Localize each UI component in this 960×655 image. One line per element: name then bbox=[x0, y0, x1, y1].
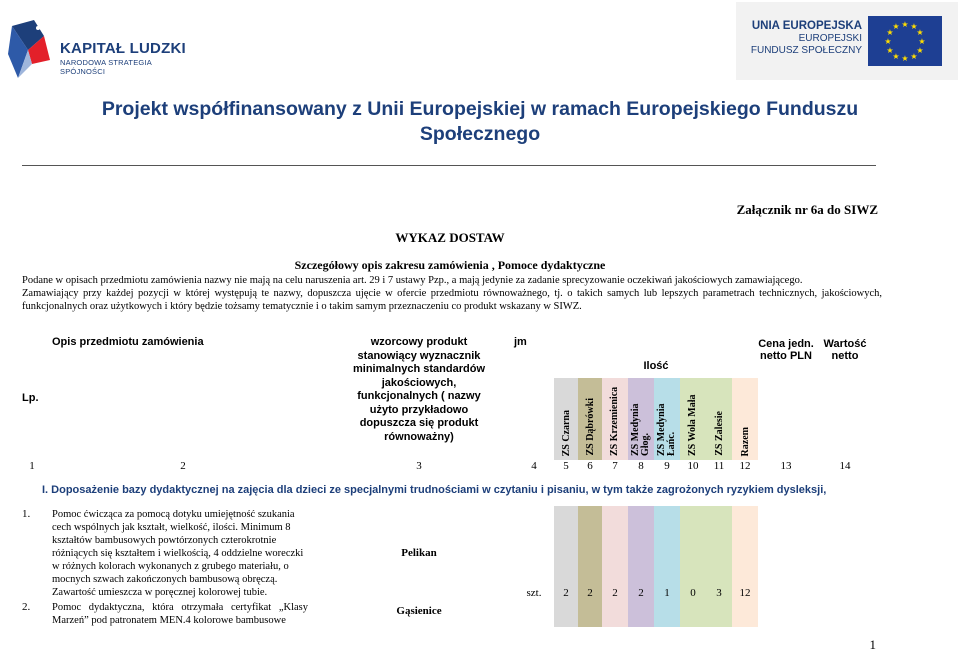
row-qty: 3 bbox=[706, 506, 732, 599]
svg-text:★: ★ bbox=[901, 54, 909, 63]
kapital-ludzki-title: KAPITAŁ LUDZKI bbox=[60, 40, 186, 57]
section-row bbox=[22, 478, 876, 506]
project-title-line1: Projekt współfinansowany z Unii Europejskiej w ramach Europejskiego Funduszu bbox=[101, 98, 859, 120]
row-qty: 2 bbox=[628, 506, 654, 599]
row-qty bbox=[654, 599, 680, 627]
header-opis: Opis przedmiotu zamówienia bbox=[52, 336, 204, 348]
svg-text:★: ★ bbox=[892, 52, 900, 61]
col-number: 12 bbox=[739, 460, 751, 472]
header-cena: Cena jedn. netto PLN bbox=[758, 338, 814, 362]
scope-subtitle: Szczegółowy opis zakresu zamówienia , Pomoce dydaktyczne bbox=[294, 258, 606, 272]
col-number: 7 bbox=[612, 460, 618, 472]
header-lp: Lp. bbox=[22, 392, 39, 404]
row-qty: 2 bbox=[602, 506, 628, 599]
eu-flag-icon bbox=[868, 16, 942, 66]
col-number: 4 bbox=[531, 460, 537, 472]
delivery-table bbox=[22, 336, 876, 627]
row-qty bbox=[602, 599, 628, 627]
project-title bbox=[60, 97, 900, 147]
table-row bbox=[22, 506, 876, 599]
row-wzorcowy: Pelikan bbox=[401, 546, 437, 559]
row-qty bbox=[680, 599, 706, 627]
row-lp: 2. bbox=[22, 601, 31, 613]
row-cena bbox=[758, 506, 814, 599]
svg-text:★: ★ bbox=[901, 20, 909, 29]
row-qty: 2 bbox=[554, 506, 578, 599]
row-opis: Pomoc dydaktyczna, która otrzymała certyfikat „Klasy Marzeń” pod patronatem MEN.4 kolorowe bambusowe bbox=[52, 602, 308, 626]
svg-text:★: ★ bbox=[886, 28, 894, 37]
svg-text:★: ★ bbox=[892, 22, 900, 31]
row-jm bbox=[514, 599, 554, 627]
school-col-5 bbox=[654, 378, 680, 460]
school-col-1 bbox=[554, 378, 578, 460]
school-label-medynia-glog: ZS Medynia Głog. bbox=[630, 403, 651, 456]
row-qty bbox=[628, 599, 654, 627]
col-number: 3 bbox=[416, 460, 422, 472]
kapital-ludzki-logo bbox=[8, 20, 198, 84]
title-divider bbox=[22, 165, 876, 166]
intro-paragraph-1: Podane w opisach przedmiotu zamówienia nazwy nie mają na celu naruszenia art. 29 i 7 ustawy Pzp., a mają jedynie za zadanie sprecyzowanie oczekiwań jakościowych zamawiającego. bbox=[22, 275, 803, 286]
col-number: 10 bbox=[687, 460, 699, 472]
school-col-3 bbox=[602, 378, 628, 460]
col-number: 14 bbox=[839, 460, 851, 472]
ue-logo-text bbox=[751, 20, 862, 57]
section-heading: I. Doposażenie bazy dydaktycznej na zajęcia dla dzieci ze specjalnymi trudnościami w czytaniu i pisaniu, w tym także zagrożonych ryzykiem dysleksji, bbox=[42, 484, 827, 496]
school-col-7 bbox=[706, 378, 732, 460]
project-title-line2: Społecznego bbox=[419, 123, 541, 145]
col-number: 5 bbox=[563, 460, 569, 472]
svg-text:★: ★ bbox=[916, 46, 924, 55]
header-ilosc-group bbox=[554, 336, 758, 460]
col-number: 6 bbox=[587, 460, 593, 472]
svg-text:★: ★ bbox=[886, 46, 894, 55]
row-qty bbox=[732, 599, 758, 627]
row-opis: Pomoc ćwicząca za pomocą dotyku umiejętność szukania cech wspólnych jak kształt, wielkość, ilości. Minimum 8 kształtów bambusowych powtórzonych czterokrotnie różniących się kształtem i wielkością, 4 oddzielne woreczki w różnych kolorach wykonanych z grubego materiału, o mocnych szwach zakończonych bambusową obręczą. Zawartość umieszcza w poręcznej kolorowej tubie. bbox=[52, 509, 304, 598]
kapital-ludzki-subtitle: NARODOWA STRATEGIA SPÓJNOŚCI bbox=[60, 58, 152, 76]
row-qty bbox=[554, 599, 578, 627]
row-wzorcowy: Gąsienice bbox=[396, 605, 442, 617]
school-columns bbox=[554, 378, 758, 460]
school-label-czarna: ZS Czarna bbox=[560, 409, 572, 456]
col-number: 1 bbox=[29, 460, 35, 472]
row-wartosc bbox=[814, 599, 876, 627]
svg-text:★: ★ bbox=[916, 28, 924, 37]
school-label-wola-mala: ZS Wola Mała bbox=[687, 394, 698, 456]
row-qty bbox=[706, 599, 732, 627]
school-label-razem: Razem bbox=[739, 426, 751, 456]
school-col-2 bbox=[578, 378, 602, 460]
school-col-6 bbox=[680, 378, 706, 460]
svg-text:★: ★ bbox=[910, 52, 918, 61]
ue-logo-line1: UNIA EUROPEJSKA bbox=[751, 20, 862, 32]
page-number: 1 bbox=[869, 637, 876, 652]
table-row bbox=[22, 599, 876, 627]
school-col-4 bbox=[628, 378, 654, 460]
row-jm: szt. bbox=[526, 587, 542, 599]
school-col-8 bbox=[732, 378, 758, 460]
svg-text:★: ★ bbox=[910, 22, 918, 31]
row-qty: 2 bbox=[578, 506, 602, 599]
col-number: 11 bbox=[713, 460, 725, 472]
col-number: 9 bbox=[664, 460, 670, 472]
row-qty: 0 bbox=[680, 506, 706, 599]
row-qty: 12 bbox=[732, 506, 758, 599]
col-number: 13 bbox=[780, 460, 792, 472]
header-ilosc: Ilość bbox=[643, 360, 669, 372]
row-wartosc bbox=[814, 506, 876, 599]
col-number: 8 bbox=[638, 460, 644, 472]
ue-efs-logo bbox=[736, 2, 958, 80]
header-wartosc: Wartość netto bbox=[823, 338, 867, 362]
header-wzorcowy: wzorcowy produkt stanowiący wyznacznik minimalnych standardów jakościowych, funkcjonalnych ( nazwy użyto przykładowo dopuszcza się produkt równoważny) bbox=[352, 336, 486, 443]
svg-text:★: ★ bbox=[884, 37, 892, 46]
row-cena bbox=[758, 599, 814, 627]
intro-paragraph-2: Zamawiający przy każdej pozycji w której występują te nazwy, dopuszcza ujęcie w ofercie przedmiotu równoważnego, tj. o takich samych lub lepszych parametrach technicznych, jakościowych, funkcjonalnych oraz użytkowych i który będzie tożsamy tematycznie i o takim samym przeznaczeniu co produkt wskazany w SIWZ. bbox=[22, 288, 882, 312]
svg-text:★: ★ bbox=[918, 37, 926, 46]
header-jm: jm bbox=[514, 336, 527, 348]
col-number: 2 bbox=[180, 460, 186, 472]
row-lp: 1. bbox=[22, 508, 31, 520]
column-number-row bbox=[22, 460, 876, 478]
annex-label: Załącznik nr 6a do SIWZ bbox=[736, 202, 878, 217]
school-label-medynia-lanc: ZS Medynia Łańc. bbox=[656, 403, 677, 456]
row-qty bbox=[578, 599, 602, 627]
kapital-ludzki-emblem-icon bbox=[8, 20, 52, 84]
ue-logo-line2: EUROPEJSKI bbox=[798, 33, 862, 44]
ue-logo-line3: FUNDUSZ SPOŁECZNY bbox=[750, 45, 862, 56]
school-label-krzemienica: ZS Krzemienica bbox=[609, 386, 620, 456]
wykaz-dostaw-heading: WYKAZ DOSTAW bbox=[395, 230, 505, 245]
school-label-dabrowki: ZS Dąbrówki bbox=[584, 398, 596, 456]
school-label-zalesie: ZS Zalesie bbox=[713, 411, 725, 456]
row-qty: 1 bbox=[654, 506, 680, 599]
